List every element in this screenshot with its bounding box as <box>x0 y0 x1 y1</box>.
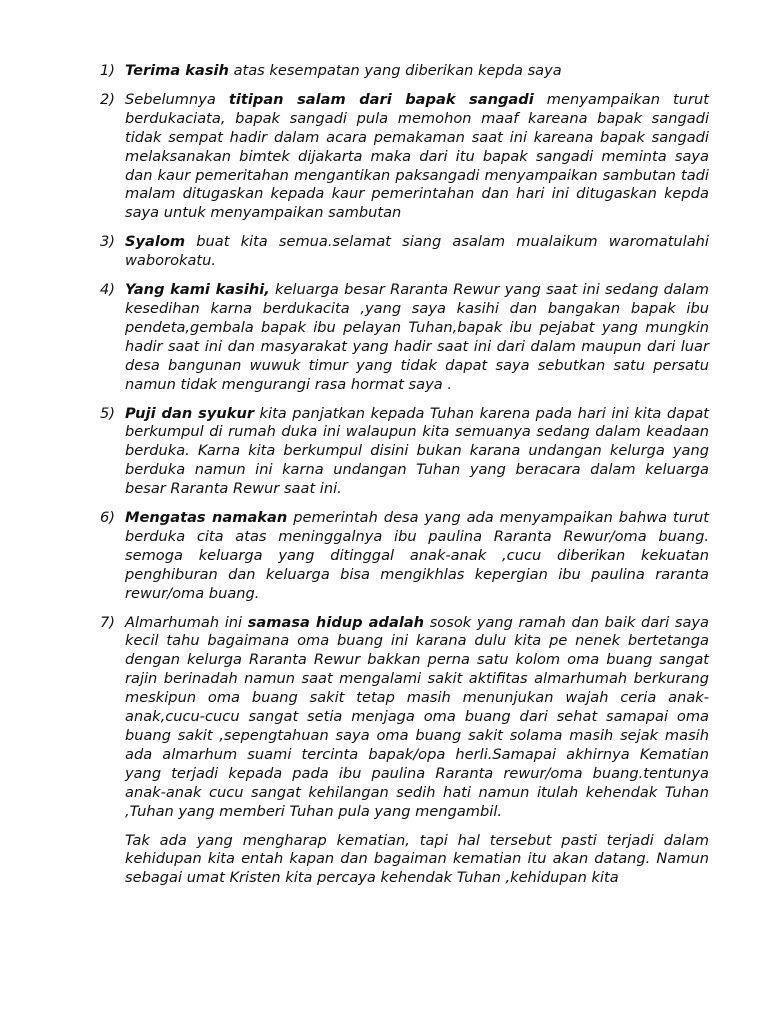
item-number: 7) <box>100 613 115 631</box>
item-paragraph <box>125 62 709 81</box>
list-item-7 <box>100 614 709 822</box>
item-emphasis: Puji dan syukur <box>125 404 255 422</box>
item-number: 4) <box>100 281 115 299</box>
item-emphasis: Yang kami kasihi, <box>125 281 270 299</box>
item-number: 1) <box>100 62 115 79</box>
item-paragraph <box>125 509 709 604</box>
closing-paragraph: Tak ada yang mengharap kematian, tapi hal tersebut pasti terjadi dalam kehidupan kita entah kapan dan bagaiman kematian itu akan datang. Namun sebagai umat Kristen kita percaya kehendak Tuhan ,kehidupan kita <box>125 831 709 887</box>
item-paragraph <box>125 91 709 223</box>
item-emphasis: titipan salam dari bapak sangadi <box>228 90 534 108</box>
item-lead-text: Sebelumnya <box>125 90 229 108</box>
item-text: menyampaikan turut berdukaciata, bapak sangadi pula memohon maaf kareana bapak sangadi tidak sempat hadir dalam acara pemakaman saat ini kareana bapak sangadi melaksanakan bimtek dijakarta maka dari itu bapak sangadi meminta saya dan kaur pemeritahan mengantikan paksangadi menyampaikan sambutan tadi malam ditugaskan kepada kaur pemerintahan dan hari ini ditugaskan kepda saya untuk menyampaikan sambutan <box>125 90 709 222</box>
item-number: 3) <box>100 233 115 251</box>
item-text: keluarga besar Raranta Rewur yang saat ini sedang dalam kesedihan karna berdukacita ,yang saya kasihi dan bangakan bapak ibu pendeta,gembala bapak ibu pelayan Tuhan,bapak ibu pejabat yang mungkin hadir saat ini dan masyarakat yang hadir saat ini dari dalam maupun dari luar desa bangunan wuwuk timur yang tidak dapat saya sebutkan satu persatu namun tidak mengurangi rasa hormat saya . <box>125 281 709 393</box>
item-emphasis: samasa hidup adalah <box>247 613 425 631</box>
item-emphasis: Mengatas namakan <box>125 509 288 527</box>
list-item-6 <box>100 509 709 604</box>
list-item-3 <box>100 233 709 271</box>
list-item-1 <box>100 62 709 81</box>
item-paragraph <box>125 614 709 822</box>
item-text: kita panjatkan kepada Tuhan karena pada hari ini kita dapat berkumpul di rumah duka ini walaupun kita semuanya sedang dalam keadaan berduka. Karna kita berkumpul disini bukan karana undangan kelurga yang berduka namun ini karna undangan Tuhan yang beracara dalam keluarga besar Raranta Rewur saat ini. <box>125 404 710 498</box>
item-number: 5) <box>100 404 115 422</box>
list-item-4 <box>100 281 709 394</box>
item-lead-text: Almarhumah ini <box>125 613 248 631</box>
item-text: pemerintah desa yang ada menyampaikan bahwa turut berduka cita atas meninggalnya ibu paulina Raranta Rewur/oma buang. semoga keluarga yang ditinggal anak-anak ,cucu diberikan kekuatan penghiburan dan keluarga bisa mengikhlas kepergian ibu paulina raranta rewur/oma buang. <box>125 509 709 602</box>
item-number: 6) <box>100 509 115 527</box>
item-text: sosok yang ramah dan baik dari saya kecil tahu bagaimana oma buang ini karana dulu kita pe nenek bertetanga dengan kelurga Raranta Rewur bakkan perna satu kolom oma buang sangat rajin berinadah namun saat mengalami sakit aktifitas almarhumah berkurang meskipun oma buang sakit tetap masih menunjukan wajah ceria anak-anak,cucu-cucu sangat setia menjaga oma buang dari sehat samapai oma buang sakit ,sepengtahuan saya oma buang sakit solama masih sejak masih ada almarhum suami tercinta bapak/opa herli.Samapai akhirnya Kematian yang terjadi kepada pada ibu paulina Raranta rewur/oma buang.tentunya anak-anak cucu sangat kehilangan sedih hati namun itulah kehendak Tuhan ,Tuhan yang memberi Tuhan pula yang mengambil. <box>125 613 709 820</box>
item-paragraph <box>125 405 709 500</box>
item-emphasis: Syalom <box>125 233 186 251</box>
item-emphasis: Terima kasih <box>125 62 229 79</box>
item-paragraph <box>125 281 709 394</box>
item-paragraph <box>125 233 709 271</box>
item-number: 2) <box>100 90 115 108</box>
item-text: atas kesempatan yang diberikan kepda saya <box>228 62 562 79</box>
item-text: buat kita semua.selamat siang asalam mualaikum waromatulahi waborokatu. <box>125 233 709 270</box>
list-item-5 <box>100 405 709 500</box>
list-item-2 <box>100 91 709 223</box>
